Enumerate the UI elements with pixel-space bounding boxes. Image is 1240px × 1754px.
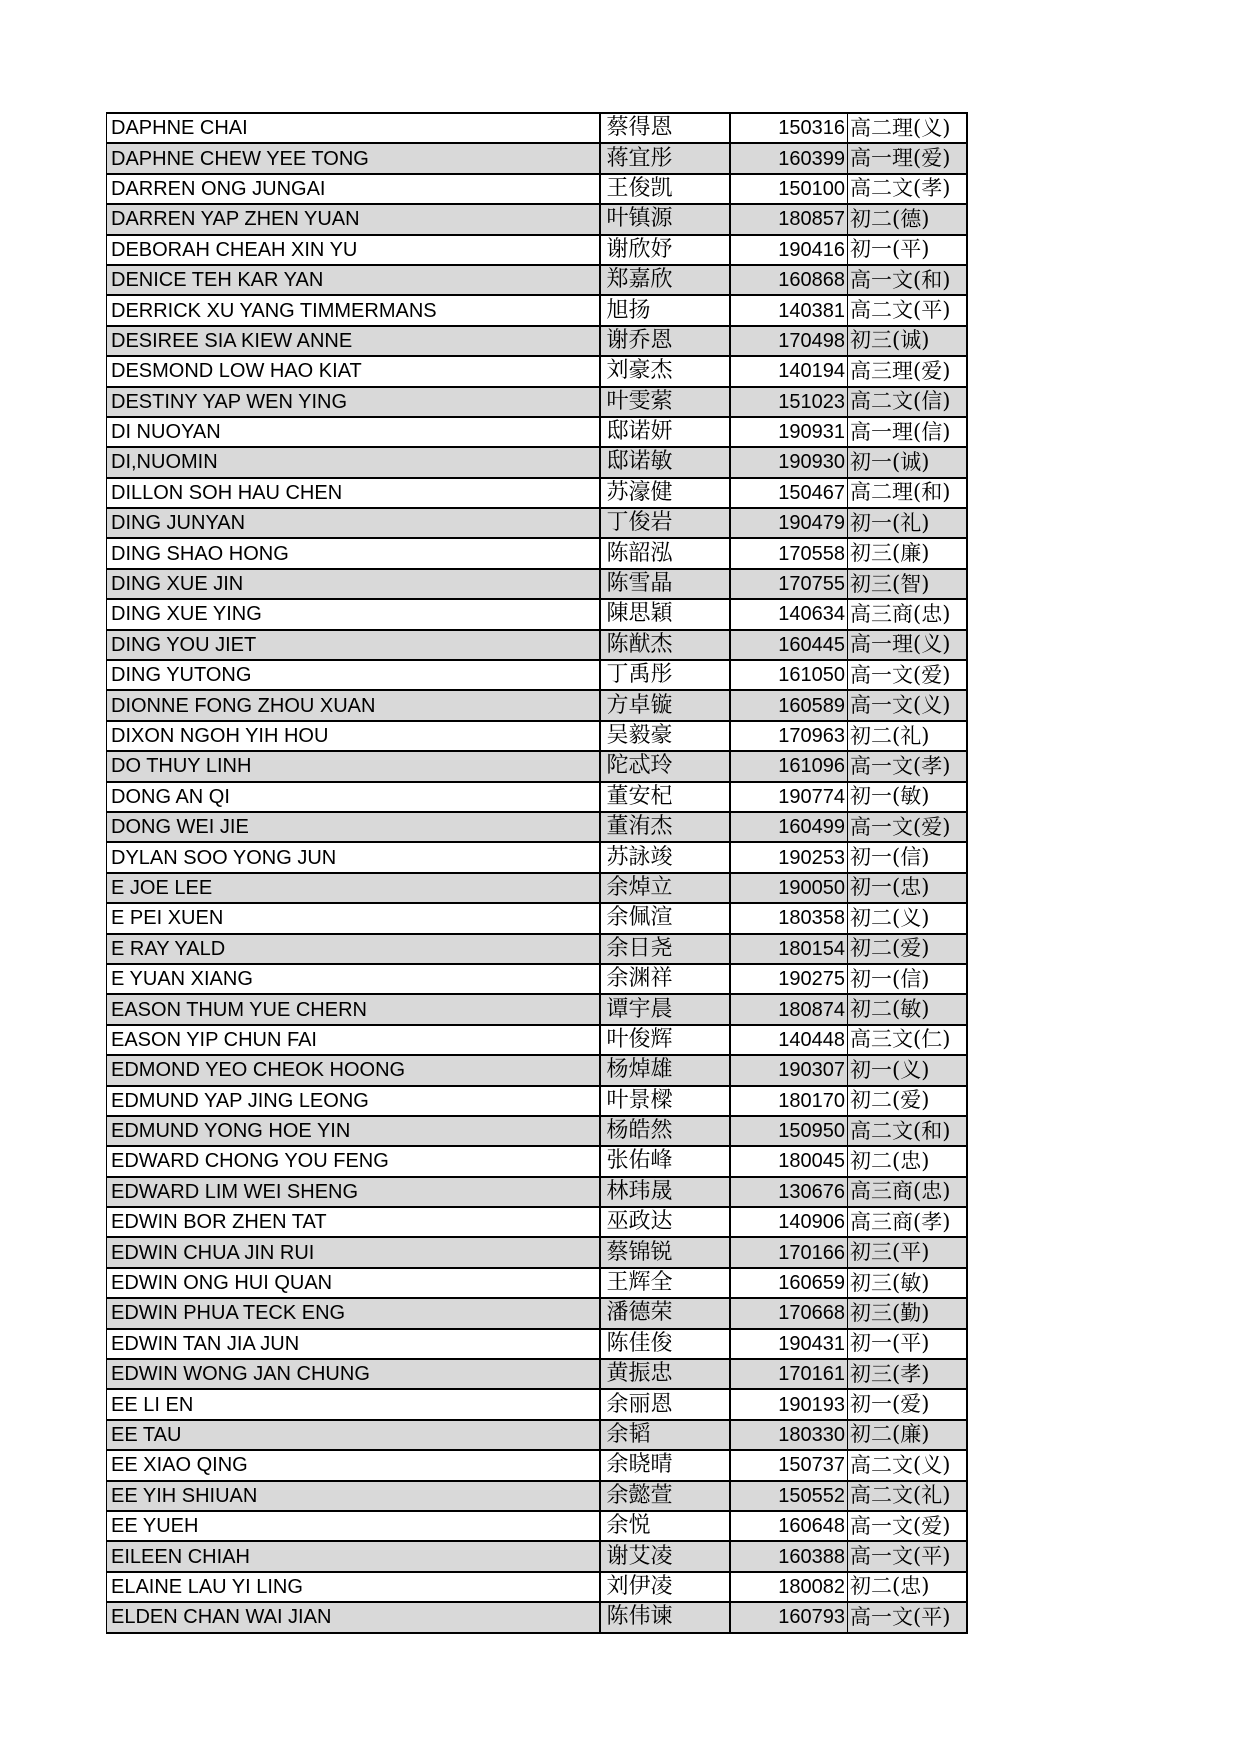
class-cell: 初一(平)	[848, 235, 967, 265]
student-name-cell: DING XUE YING	[107, 599, 600, 629]
table-row	[107, 508, 967, 538]
student-name-cell: DING XUE JIN	[107, 569, 600, 599]
table-row	[107, 1420, 967, 1450]
table-row	[107, 1146, 967, 1176]
chinese-name-cell: 叶俊辉	[600, 1025, 730, 1055]
student-name-cell: EDWIN BOR ZHEN TAT	[107, 1207, 600, 1237]
class-cell: 高一文(义)	[848, 690, 967, 720]
student-id-cell: 160659	[730, 1268, 848, 1298]
student-name-cell: DARREN YAP ZHEN YUAN	[107, 204, 600, 234]
chinese-name-cell: 董安杞	[600, 782, 730, 812]
table-row	[107, 417, 967, 447]
table-row	[107, 143, 967, 173]
class-cell: 高三商(忠)	[848, 1177, 967, 1207]
table-row	[107, 1450, 967, 1480]
class-cell: 高三理(爱)	[848, 356, 967, 386]
table-row	[107, 1268, 967, 1298]
student-name-cell: E PEI XUEN	[107, 903, 600, 933]
table-row	[107, 1602, 967, 1632]
class-cell: 初一(平)	[848, 1329, 967, 1359]
chinese-name-cell: 刘豪杰	[600, 356, 730, 386]
class-cell: 初三(敏)	[848, 1268, 967, 1298]
class-cell: 初二(礼)	[848, 721, 967, 751]
chinese-name-cell: 余渊祥	[600, 964, 730, 994]
table-row	[107, 447, 967, 477]
student-id-cell: 160399	[730, 143, 848, 173]
student-name-cell: DIONNE FONG ZHOU XUAN	[107, 690, 600, 720]
student-id-cell: 151023	[730, 387, 848, 417]
student-id-cell: 180874	[730, 994, 848, 1024]
class-cell: 初一(信)	[848, 842, 967, 872]
student-id-cell: 130676	[730, 1177, 848, 1207]
chinese-name-cell: 张佑峰	[600, 1146, 730, 1176]
class-cell: 高一文(爱)	[848, 812, 967, 842]
student-name-cell: EE YUEH	[107, 1511, 600, 1541]
student-name-cell: EE LI EN	[107, 1389, 600, 1419]
class-cell: 高一文(爱)	[848, 1511, 967, 1541]
class-cell: 高二理(义)	[848, 113, 967, 143]
student-name-cell: EE YIH SHIUAN	[107, 1481, 600, 1511]
student-name-cell: DESMOND LOW HAO KIAT	[107, 356, 600, 386]
table-row	[107, 1359, 967, 1389]
student-id-cell: 170963	[730, 721, 848, 751]
chinese-name-cell: 余悦	[600, 1511, 730, 1541]
class-cell: 初二(爱)	[848, 1086, 967, 1116]
student-id-cell: 160793	[730, 1602, 848, 1632]
chinese-name-cell: 王俊凯	[600, 174, 730, 204]
table-row	[107, 842, 967, 872]
chinese-name-cell: 林玮晟	[600, 1177, 730, 1207]
student-id-cell: 190416	[730, 235, 848, 265]
chinese-name-cell: 蔡锦锐	[600, 1237, 730, 1267]
class-cell: 初三(廉)	[848, 538, 967, 568]
chinese-name-cell: 余丽恩	[600, 1389, 730, 1419]
student-id-cell: 140634	[730, 599, 848, 629]
student-name-cell: EILEEN CHIAH	[107, 1541, 600, 1571]
student-name-cell: ELAINE LAU YI LING	[107, 1572, 600, 1602]
student-name-cell: DEBORAH CHEAH XIN YU	[107, 235, 600, 265]
table-row	[107, 630, 967, 660]
chinese-name-cell: 谢乔恩	[600, 326, 730, 356]
student-id-cell: 190774	[730, 782, 848, 812]
student-name-cell: DYLAN SOO YONG JUN	[107, 842, 600, 872]
table-row	[107, 295, 967, 325]
student-id-cell: 160499	[730, 812, 848, 842]
table-row	[107, 1572, 967, 1602]
class-cell: 高一理(爱)	[848, 143, 967, 173]
table-row	[107, 1541, 967, 1571]
table-row	[107, 812, 967, 842]
student-id-cell: 150467	[730, 478, 848, 508]
student-id-cell: 160648	[730, 1511, 848, 1541]
student-name-cell: DESTINY YAP WEN YING	[107, 387, 600, 417]
chinese-name-cell: 吴毅豪	[600, 721, 730, 751]
student-name-cell: DING JUNYAN	[107, 508, 600, 538]
student-id-cell: 170161	[730, 1359, 848, 1389]
chinese-name-cell: 邸诺敏	[600, 447, 730, 477]
class-cell: 初三(孝)	[848, 1359, 967, 1389]
student-id-cell: 160589	[730, 690, 848, 720]
student-id-cell: 150737	[730, 1450, 848, 1480]
student-name-cell: DILLON SOH HAU CHEN	[107, 478, 600, 508]
chinese-name-cell: 叶镇源	[600, 204, 730, 234]
student-name-cell: EE XIAO QING	[107, 1450, 600, 1480]
chinese-name-cell: 陈伟谏	[600, 1602, 730, 1632]
class-cell: 初一(信)	[848, 964, 967, 994]
student-name-cell: DAPHNE CHEW YEE TONG	[107, 143, 600, 173]
student-name-cell: EDMUND YAP JING LEONG	[107, 1086, 600, 1116]
table-row	[107, 113, 967, 143]
chinese-name-cell: 陈雪晶	[600, 569, 730, 599]
table-row	[107, 1481, 967, 1511]
student-id-cell: 150316	[730, 113, 848, 143]
class-cell: 高二文(平)	[848, 295, 967, 325]
table-row	[107, 1025, 967, 1055]
student-name-cell: DIXON NGOH YIH HOU	[107, 721, 600, 751]
table-row	[107, 1086, 967, 1116]
student-name-cell: DONG WEI JIE	[107, 812, 600, 842]
table-row	[107, 326, 967, 356]
class-cell: 高三商(孝)	[848, 1207, 967, 1237]
student-name-cell: EDWIN WONG JAN CHUNG	[107, 1359, 600, 1389]
class-cell: 高一文(和)	[848, 265, 967, 295]
chinese-name-cell: 叶景樑	[600, 1086, 730, 1116]
class-cell: 初三(平)	[848, 1237, 967, 1267]
table-row	[107, 1116, 967, 1146]
chinese-name-cell: 丁禹彤	[600, 660, 730, 690]
student-name-cell: DONG AN QI	[107, 782, 600, 812]
chinese-name-cell: 谢艾凌	[600, 1541, 730, 1571]
student-name-cell: EASON THUM YUE CHERN	[107, 994, 600, 1024]
chinese-name-cell: 董洧杰	[600, 812, 730, 842]
student-name-cell: DENICE TEH KAR YAN	[107, 265, 600, 295]
student-name-cell: EE TAU	[107, 1420, 600, 1450]
table-row	[107, 1237, 967, 1267]
student-name-cell: EDMOND YEO CHEOK HOONG	[107, 1055, 600, 1085]
student-name-cell: DI,NUOMIN	[107, 447, 600, 477]
student-name-cell: EASON YIP CHUN FAI	[107, 1025, 600, 1055]
chinese-name-cell: 黄振忠	[600, 1359, 730, 1389]
chinese-name-cell: 苏濠健	[600, 478, 730, 508]
class-cell: 高一理(义)	[848, 630, 967, 660]
chinese-name-cell: 谭宇晨	[600, 994, 730, 1024]
class-cell: 初一(诚)	[848, 447, 967, 477]
student-id-cell: 190307	[730, 1055, 848, 1085]
table-row	[107, 1298, 967, 1328]
chinese-name-cell: 杨皓然	[600, 1116, 730, 1146]
table-row	[107, 265, 967, 295]
chinese-name-cell: 旭扬	[600, 295, 730, 325]
class-cell: 高二文(信)	[848, 387, 967, 417]
class-cell: 初三(诚)	[848, 326, 967, 356]
chinese-name-cell: 余日尧	[600, 934, 730, 964]
chinese-name-cell: 杨焯雄	[600, 1055, 730, 1085]
student-id-cell: 170755	[730, 569, 848, 599]
table-row	[107, 782, 967, 812]
table-row	[107, 660, 967, 690]
student-id-cell: 160868	[730, 265, 848, 295]
student-id-cell: 180045	[730, 1146, 848, 1176]
chinese-name-cell: 蒋宜彤	[600, 143, 730, 173]
table-row	[107, 1055, 967, 1085]
chinese-name-cell: 余佩渲	[600, 903, 730, 933]
class-cell: 高一理(信)	[848, 417, 967, 447]
table-row	[107, 1511, 967, 1541]
student-id-cell: 161050	[730, 660, 848, 690]
table-row	[107, 569, 967, 599]
class-cell: 初一(爱)	[848, 1389, 967, 1419]
student-name-cell: DARREN ONG JUNGAI	[107, 174, 600, 204]
table-row	[107, 1207, 967, 1237]
student-id-cell: 180154	[730, 934, 848, 964]
chinese-name-cell: 余韬	[600, 1420, 730, 1450]
table-row	[107, 690, 967, 720]
student-id-cell: 170558	[730, 538, 848, 568]
class-cell: 初三(勤)	[848, 1298, 967, 1328]
chinese-name-cell: 方卓镟	[600, 690, 730, 720]
chinese-name-cell: 邸诺妍	[600, 417, 730, 447]
student-id-cell: 190050	[730, 873, 848, 903]
class-cell: 高二文(和)	[848, 1116, 967, 1146]
class-cell: 初二(德)	[848, 204, 967, 234]
student-roster-table	[106, 112, 968, 1634]
table-row	[107, 356, 967, 386]
student-id-cell: 160388	[730, 1541, 848, 1571]
student-id-cell: 190431	[730, 1329, 848, 1359]
chinese-name-cell: 潘德荣	[600, 1298, 730, 1328]
chinese-name-cell: 王辉全	[600, 1268, 730, 1298]
table-row	[107, 721, 967, 751]
table-row	[107, 994, 967, 1024]
student-id-cell: 140906	[730, 1207, 848, 1237]
table-row	[107, 387, 967, 417]
chinese-name-cell: 陀忒玲	[600, 751, 730, 781]
class-cell: 高二文(礼)	[848, 1481, 967, 1511]
student-name-cell: DO THUY LINH	[107, 751, 600, 781]
class-cell: 初一(义)	[848, 1055, 967, 1085]
class-cell: 初二(义)	[848, 903, 967, 933]
student-id-cell: 140194	[730, 356, 848, 386]
class-cell: 高三商(忠)	[848, 599, 967, 629]
chinese-name-cell: 郑嘉欣	[600, 265, 730, 295]
chinese-name-cell: 苏詠竣	[600, 842, 730, 872]
student-name-cell: DESIREE SIA KIEW ANNE	[107, 326, 600, 356]
table-row	[107, 1389, 967, 1419]
class-cell: 高三文(仁)	[848, 1025, 967, 1055]
student-id-cell: 140448	[730, 1025, 848, 1055]
student-name-cell: E RAY YALD	[107, 934, 600, 964]
class-cell: 初一(敏)	[848, 782, 967, 812]
student-name-cell: DAPHNE CHAI	[107, 113, 600, 143]
class-cell: 高一文(平)	[848, 1541, 967, 1571]
table-row	[107, 873, 967, 903]
student-id-cell: 170498	[730, 326, 848, 356]
chinese-name-cell: 陳思穎	[600, 599, 730, 629]
student-id-cell: 190193	[730, 1389, 848, 1419]
table-row	[107, 599, 967, 629]
chinese-name-cell: 巫政达	[600, 1207, 730, 1237]
student-name-cell: EDMUND YONG HOE YIN	[107, 1116, 600, 1146]
chinese-name-cell: 陈猷杰	[600, 630, 730, 660]
class-cell: 初二(廉)	[848, 1420, 967, 1450]
table-row	[107, 235, 967, 265]
student-name-cell: EDWIN CHUA JIN RUI	[107, 1237, 600, 1267]
class-cell: 初一(忠)	[848, 873, 967, 903]
class-cell: 高一文(平)	[848, 1602, 967, 1632]
student-id-cell: 150552	[730, 1481, 848, 1511]
student-name-cell: EDWIN PHUA TECK ENG	[107, 1298, 600, 1328]
student-id-cell: 150950	[730, 1116, 848, 1146]
student-id-cell: 180330	[730, 1420, 848, 1450]
class-cell: 高一文(孝)	[848, 751, 967, 781]
chinese-name-cell: 陈韶泓	[600, 538, 730, 568]
table-row	[107, 174, 967, 204]
chinese-name-cell: 叶雯萦	[600, 387, 730, 417]
table-row	[107, 964, 967, 994]
student-id-cell: 190275	[730, 964, 848, 994]
student-id-cell: 150100	[730, 174, 848, 204]
table-row	[107, 903, 967, 933]
table-row	[107, 934, 967, 964]
class-cell: 高一文(爱)	[848, 660, 967, 690]
student-id-cell: 170668	[730, 1298, 848, 1328]
table-row	[107, 478, 967, 508]
student-id-cell: 180170	[730, 1086, 848, 1116]
roster-body	[107, 113, 967, 1633]
student-name-cell: ELDEN CHAN WAI JIAN	[107, 1602, 600, 1632]
student-name-cell: DING YOU JIET	[107, 630, 600, 660]
class-cell: 初二(忠)	[848, 1146, 967, 1176]
chinese-name-cell: 陈佳俊	[600, 1329, 730, 1359]
chinese-name-cell: 余焯立	[600, 873, 730, 903]
student-id-cell: 161096	[730, 751, 848, 781]
table-row	[107, 1329, 967, 1359]
class-cell: 初一(礼)	[848, 508, 967, 538]
class-cell: 初三(智)	[848, 569, 967, 599]
student-id-cell: 160445	[730, 630, 848, 660]
class-cell: 初二(爱)	[848, 934, 967, 964]
class-cell: 高二文(义)	[848, 1450, 967, 1480]
student-name-cell: E YUAN XIANG	[107, 964, 600, 994]
chinese-name-cell: 谢欣妤	[600, 235, 730, 265]
table-row	[107, 1177, 967, 1207]
student-id-cell: 190479	[730, 508, 848, 538]
student-name-cell: DERRICK XU YANG TIMMERMANS	[107, 295, 600, 325]
student-id-cell: 180358	[730, 903, 848, 933]
student-name-cell: EDWIN ONG HUI QUAN	[107, 1268, 600, 1298]
student-name-cell: DING SHAO HONG	[107, 538, 600, 568]
student-name-cell: EDWARD LIM WEI SHENG	[107, 1177, 600, 1207]
table-row	[107, 538, 967, 568]
student-id-cell: 180857	[730, 204, 848, 234]
chinese-name-cell: 余晓晴	[600, 1450, 730, 1480]
class-cell: 高二文(孝)	[848, 174, 967, 204]
student-id-cell: 190931	[730, 417, 848, 447]
student-id-cell: 180082	[730, 1572, 848, 1602]
student-name-cell: EDWARD CHONG YOU FENG	[107, 1146, 600, 1176]
class-cell: 初二(敏)	[848, 994, 967, 1024]
table-row	[107, 204, 967, 234]
student-id-cell: 170166	[730, 1237, 848, 1267]
chinese-name-cell: 余懿萱	[600, 1481, 730, 1511]
class-cell: 高二理(和)	[848, 478, 967, 508]
student-id-cell: 190253	[730, 842, 848, 872]
table-row	[107, 751, 967, 781]
chinese-name-cell: 丁俊岩	[600, 508, 730, 538]
student-name-cell: DING YUTONG	[107, 660, 600, 690]
chinese-name-cell: 蔡得恩	[600, 113, 730, 143]
class-cell: 初二(忠)	[848, 1572, 967, 1602]
student-id-cell: 140381	[730, 295, 848, 325]
student-name-cell: DI NUOYAN	[107, 417, 600, 447]
student-id-cell: 190930	[730, 447, 848, 477]
chinese-name-cell: 刘伊凌	[600, 1572, 730, 1602]
student-name-cell: E JOE LEE	[107, 873, 600, 903]
student-name-cell: EDWIN TAN JIA JUN	[107, 1329, 600, 1359]
